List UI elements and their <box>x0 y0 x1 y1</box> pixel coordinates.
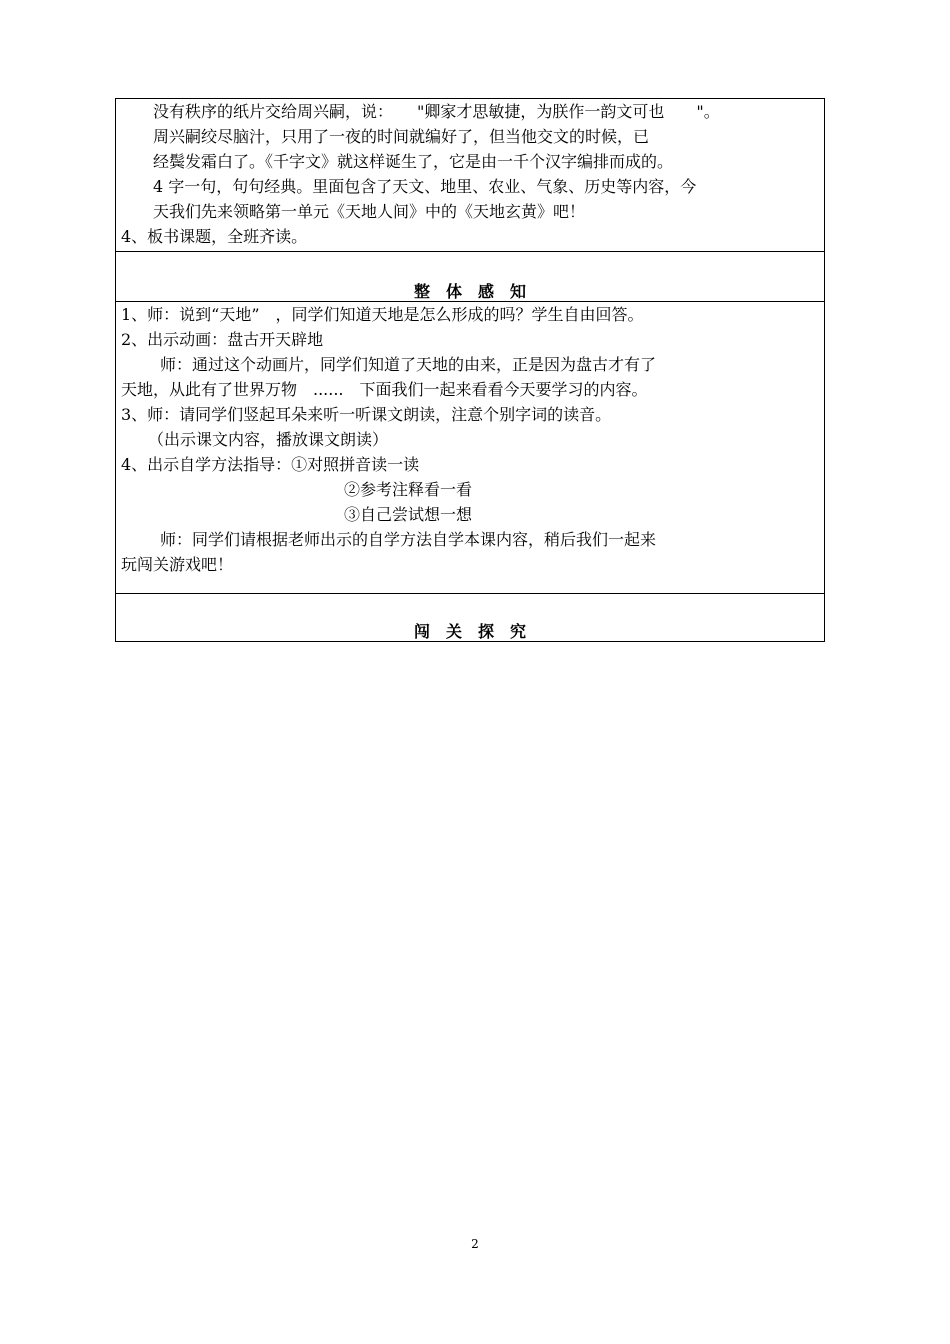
overall-content-cell <box>116 301 824 593</box>
text-line: 玩闯关游戏吧！ <box>121 555 234 574</box>
text-line: ③自己尝试想一想 <box>344 505 473 524</box>
section-title: 闯 关 探 究 <box>413 622 526 641</box>
text-line: 师：通过这个动画片，同学们知道了天地的由来，正是因为盘古才有了 <box>160 355 657 374</box>
section-header-overall <box>116 251 824 301</box>
page-number: 2 <box>471 1237 479 1251</box>
text-line: 周兴嗣绞尽脑汁，只用了一夜的时间就编好了，但当他交文的时候，已 <box>153 127 650 146</box>
text-line: 3、师：请同学们竖起耳朵来听一听课文朗读，注意个别字词的读音。 <box>121 405 612 424</box>
text-line: 没有秩序的纸片交给周兴嗣，说： "卿家才思敏捷，为朕作一韵文可也 "。 <box>153 102 720 121</box>
lesson-plan-table <box>115 98 825 642</box>
text-line: 天地，从此有了世界万物 ...... 下面我们一起来看看今天要学习的内容。 <box>121 380 648 399</box>
text-line: 4 字一句，句句经典。里面包含了天文、地里、农业、气象、历史等内容，今 <box>153 177 697 196</box>
text-line: 4、出示自学方法指导：①对照拼音读一读 <box>121 455 420 474</box>
section-title: 整 体 感 知 <box>413 282 526 301</box>
text-line: 2、出示动画：盘古开天辟地 <box>121 330 324 349</box>
text-line: （出示课文内容，播放课文朗读） <box>148 430 389 449</box>
text-line: 天我们先来领略第一单元《天地人间》中的《天地玄黄》吧！ <box>153 202 586 221</box>
text-line: ②参考注释看一看 <box>344 480 473 499</box>
text-line: 经鬓发霜白了。《千字文》就这样诞生了，它是由一千个汉字编排而成的。 <box>153 152 674 171</box>
text-line: 师：同学们请根据老师出示的自学方法自学本课内容，稍后我们一起来 <box>160 530 657 549</box>
text-line: 4、板书课题，全班齐读。 <box>121 227 308 246</box>
section-header-challenge <box>116 593 824 641</box>
text-line: 1、师：说到“天地” ，同学们知道天地是怎么形成的吗？学生自由回答。 <box>121 305 644 324</box>
intro-cell <box>116 99 824 251</box>
